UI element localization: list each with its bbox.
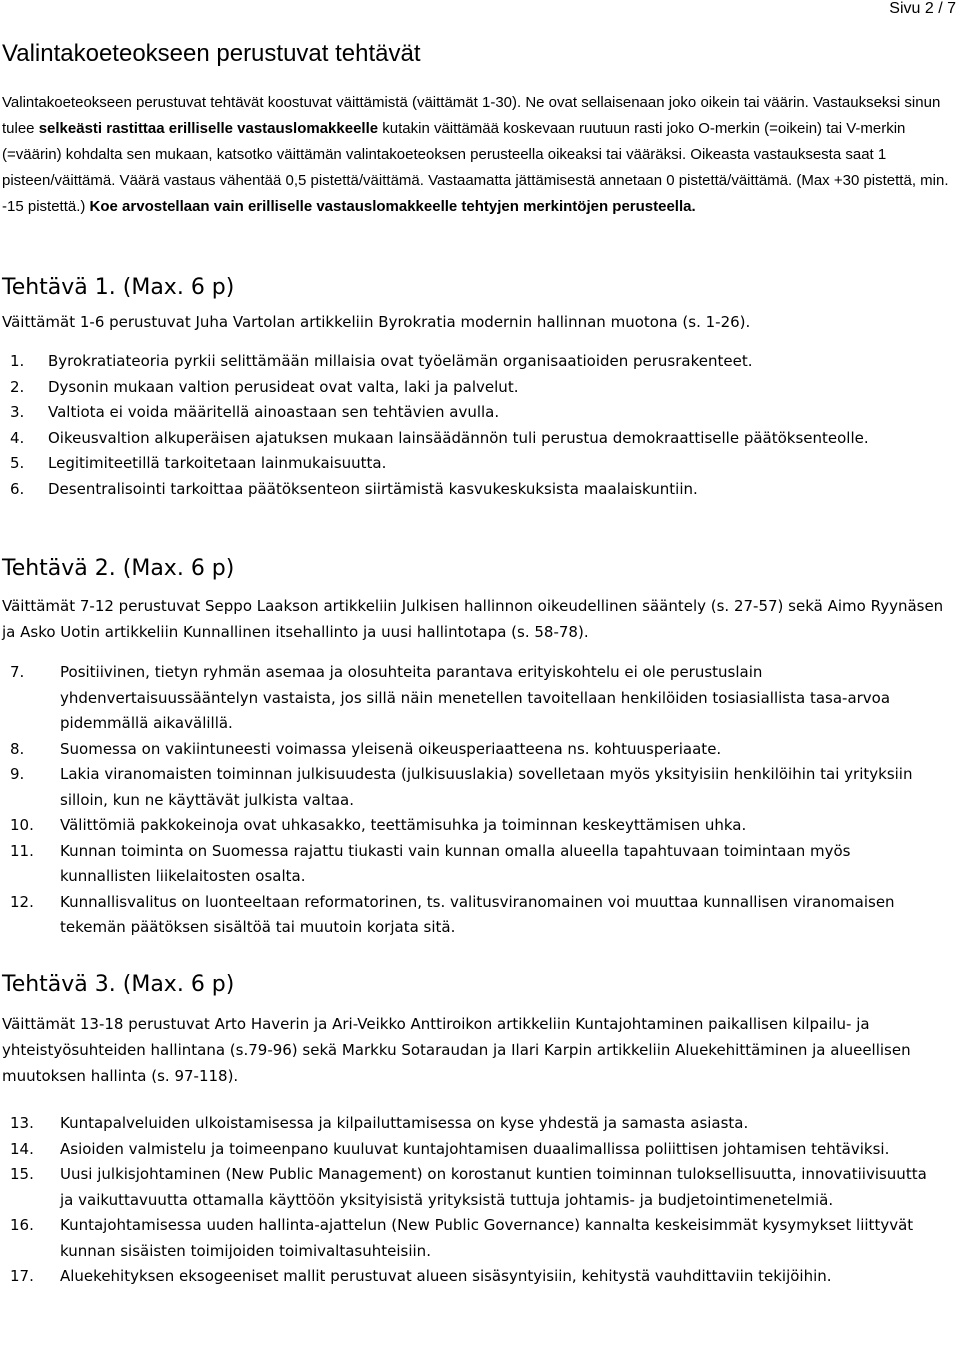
intro-text-1: Valintakoeteokseen perustuvat tehtävät koostuvat väittämistä (väittämät 1-30). Ne ovat sellaisenaan joko oikein tai väärin. Vastaukseksi sinun tulee	[2, 94, 941, 137]
statement-4	[0, 426, 930, 452]
statement-number: 5.	[10, 454, 25, 472]
statement-text: Suomessa on vakiintuneesti voimassa yleisenä oikeusperiaatteena ns. kohtuusperiaate.	[60, 739, 722, 758]
task-2-title: Tehtävä 2. (Max. 6 p)	[2, 556, 235, 581]
statement-text: Dysonin mukaan valtion perusideat ovat valta, laki ja palvelut.	[48, 377, 519, 396]
statement-5	[0, 451, 930, 477]
page-number: Sivu 2 / 7	[889, 0, 956, 17]
statement-text: Välittömiä pakkokeinoja ovat uhkasakko, teettämisuhka ja toiminnan keskeyttämisen uhka.	[60, 816, 747, 834]
statement-number: 4.	[10, 428, 25, 447]
statement-text: Legitimiteetillä tarkoitetaan lainmukaisuutta.	[48, 454, 387, 472]
task-1-statements	[0, 349, 930, 502]
statement-8	[0, 737, 930, 763]
task-1-description: Väittämät 1-6 perustuvat Juha Vartolan artikkeliin Byrokratia modernin hallinnan muotona (s. 1-26).	[2, 313, 751, 331]
statement-text: Valtiota ei voida määritellä ainoastaan sen tehtävien avulla.	[48, 403, 500, 421]
task-2-description: Väittämät 7-12 perustuvat Seppo Laakson artikkeliin Julkisen hallinnon oikeudellinen sääntely (s. 27-57) sekä Aimo Ryynäsen ja Asko Uotin artikkeliin Kunnallinen itsehallinto ja uusi hallintotapa (s. 58-78).	[2, 597, 944, 641]
intro-paragraph	[2, 90, 954, 220]
statement-text: Byrokratiateoria pyrkii selittämään millaisia ovat työelämän organisaatioiden perusrakenteet.	[48, 352, 753, 370]
statement-2	[0, 375, 930, 401]
statement-text: Asioiden valmistelu ja toimeenpano kuuluvat kuntajohtamisen duaalimallissa poliittisen johtamisen tehtäviksi.	[60, 1139, 890, 1158]
statement-text: Kunnan toiminta on Suomessa rajattu tiukasti vain kunnan omalla alueella tapahtuvaan toimintaan myös kunnallisten liikelaitosten osalta.	[60, 841, 851, 885]
task-3-title: Tehtävä 3. (Max. 6 p)	[2, 972, 235, 997]
statement-text: Oikeusvaltion alkuperäisen ajatuksen mukaan lainsäädännön tuli perustua demokraattiselle päätöksenteolle.	[48, 428, 869, 447]
statement-number: 17.	[10, 1267, 34, 1285]
statement-11	[0, 839, 930, 890]
statement-15	[0, 1162, 930, 1213]
statement-10	[0, 813, 930, 839]
intro-bold-2: Koe arvostellaan vain erilliselle vastauslomakkeelle tehtyjen merkintöjen perusteella.	[89, 198, 696, 215]
statement-number: 13.	[10, 1114, 34, 1132]
statement-number: 8.	[10, 739, 25, 758]
statement-text: Uusi julkisjohtaminen (New Public Management) on korostanut kuntien toiminnan tuloksellisuutta, innovatiivisuutta ja vaikuttavuutta ottamalla käyttöön yksityisistä yrityksistä tuttuja johtamis- ja budjetointimenetelmiä.	[60, 1165, 927, 1209]
statement-text: Kuntajohtamisessa uuden hallinta-ajattelun (New Public Governance) kannalta keskeisimmät kysymykset liittyvät kunnan sisäisten toimijoiden toimivaltasuhteisiin.	[60, 1216, 914, 1260]
statement-number: 14.	[10, 1139, 34, 1158]
statement-number: 3.	[10, 403, 25, 421]
task-3-description: Väittämät 13-18 perustuvat Arto Haverin ja Ari-Veikko Anttiroikon artikkeliin Kuntajohtaminen paikallisen kilpailu- ja yhteistyösuhteiden hallintana (s.79-96) sekä Markku Sotaraudan ja Ilari Karpin artikkeliin Aluekehittäminen ja alueellisen muutoksen hallinta (s. 97-118).	[2, 1015, 911, 1085]
statement-9	[0, 762, 930, 813]
statement-1	[0, 349, 930, 375]
statement-7	[0, 660, 930, 737]
statement-16	[0, 1213, 930, 1264]
statement-number: 16.	[10, 1216, 34, 1234]
statement-17	[0, 1264, 930, 1290]
statement-number: 11.	[10, 841, 34, 860]
statement-12	[0, 890, 930, 941]
task-2-statements	[0, 660, 930, 941]
statement-text: Kuntapalveluiden ulkoistamisessa ja kilpailuttamisessa on kyse yhdestä ja samasta asiasta.	[60, 1114, 749, 1132]
statement-3	[0, 400, 930, 426]
statement-14	[0, 1137, 930, 1163]
statement-text: Aluekehityksen eksogeeniset mallit perustuvat alueen sisäsyntyisiin, kehitystä vauhdittaviin tekijöihin.	[60, 1267, 832, 1285]
intro-text-2: kutakin väittämää koskevaan ruutuun rasti joko O-merkin (=oikein) tai V-merkin (=väärin) kohdalta sen mukaan, katsotko väittämän valintakoeteoksen perusteella oikeaksi tai vääräksi. Oikeasta vastauksesta saat 1 pisteen/väittämä. Väärä vastaus vähentää 0,5 pistettä/väittämä. Vastaamatta jättämisestä annetaan 0 pistettä/väittämä. (Max +30 pistettä, min. -15 pistettä.)	[2, 120, 949, 215]
task-1-title: Tehtävä 1. (Max. 6 p)	[2, 275, 235, 300]
statement-text: Lakia viranomaisten toiminnan julkisuudesta (julkisuuslakia) sovelletaan myös yksityisiin henkilöihin tai yrityksiin silloin, kun ne käyttävät julkista valtaa.	[60, 765, 913, 809]
statement-number: 1.	[10, 352, 25, 370]
statement-13	[0, 1111, 930, 1137]
statement-number: 2.	[10, 377, 25, 396]
statement-number: 15.	[10, 1165, 34, 1183]
statement-number: 12.	[10, 892, 34, 911]
statement-text: Kunnallisvalitus on luonteeltaan reformatorinen, ts. valitusviranomainen voi muuttaa kunnallisen viranomaisen tekemän päätöksen sisältöä tai muutoin korjata sitä.	[60, 892, 895, 936]
intro-bold-1: selkeästi rastittaa erilliselle vastauslomakkeelle	[38, 120, 379, 137]
statement-number: 10.	[10, 816, 34, 834]
statement-number: 9.	[10, 765, 25, 783]
task-3-statements	[0, 1111, 930, 1290]
page-title: Valintakoeteokseen perustuvat tehtävät	[2, 40, 421, 67]
statement-number: 6.	[10, 479, 25, 498]
statement-text: Desentralisointi tarkoittaa päätöksenteon siirtämistä kasvukeskuksista maalaiskuntiin.	[48, 479, 698, 498]
statement-number: 7.	[10, 663, 25, 681]
statement-text: Positiivinen, tietyn ryhmän asemaa ja olosuhteita parantava erityiskohtelu ei ole perustuslain yhdenvertaisuussääntelyn vastaista, jos sillä näin menetellen tavoitellaan henkilöiden tosiasiallista tasa-arvoa pidemmällä aikavälillä.	[60, 663, 891, 732]
statement-6	[0, 477, 930, 503]
